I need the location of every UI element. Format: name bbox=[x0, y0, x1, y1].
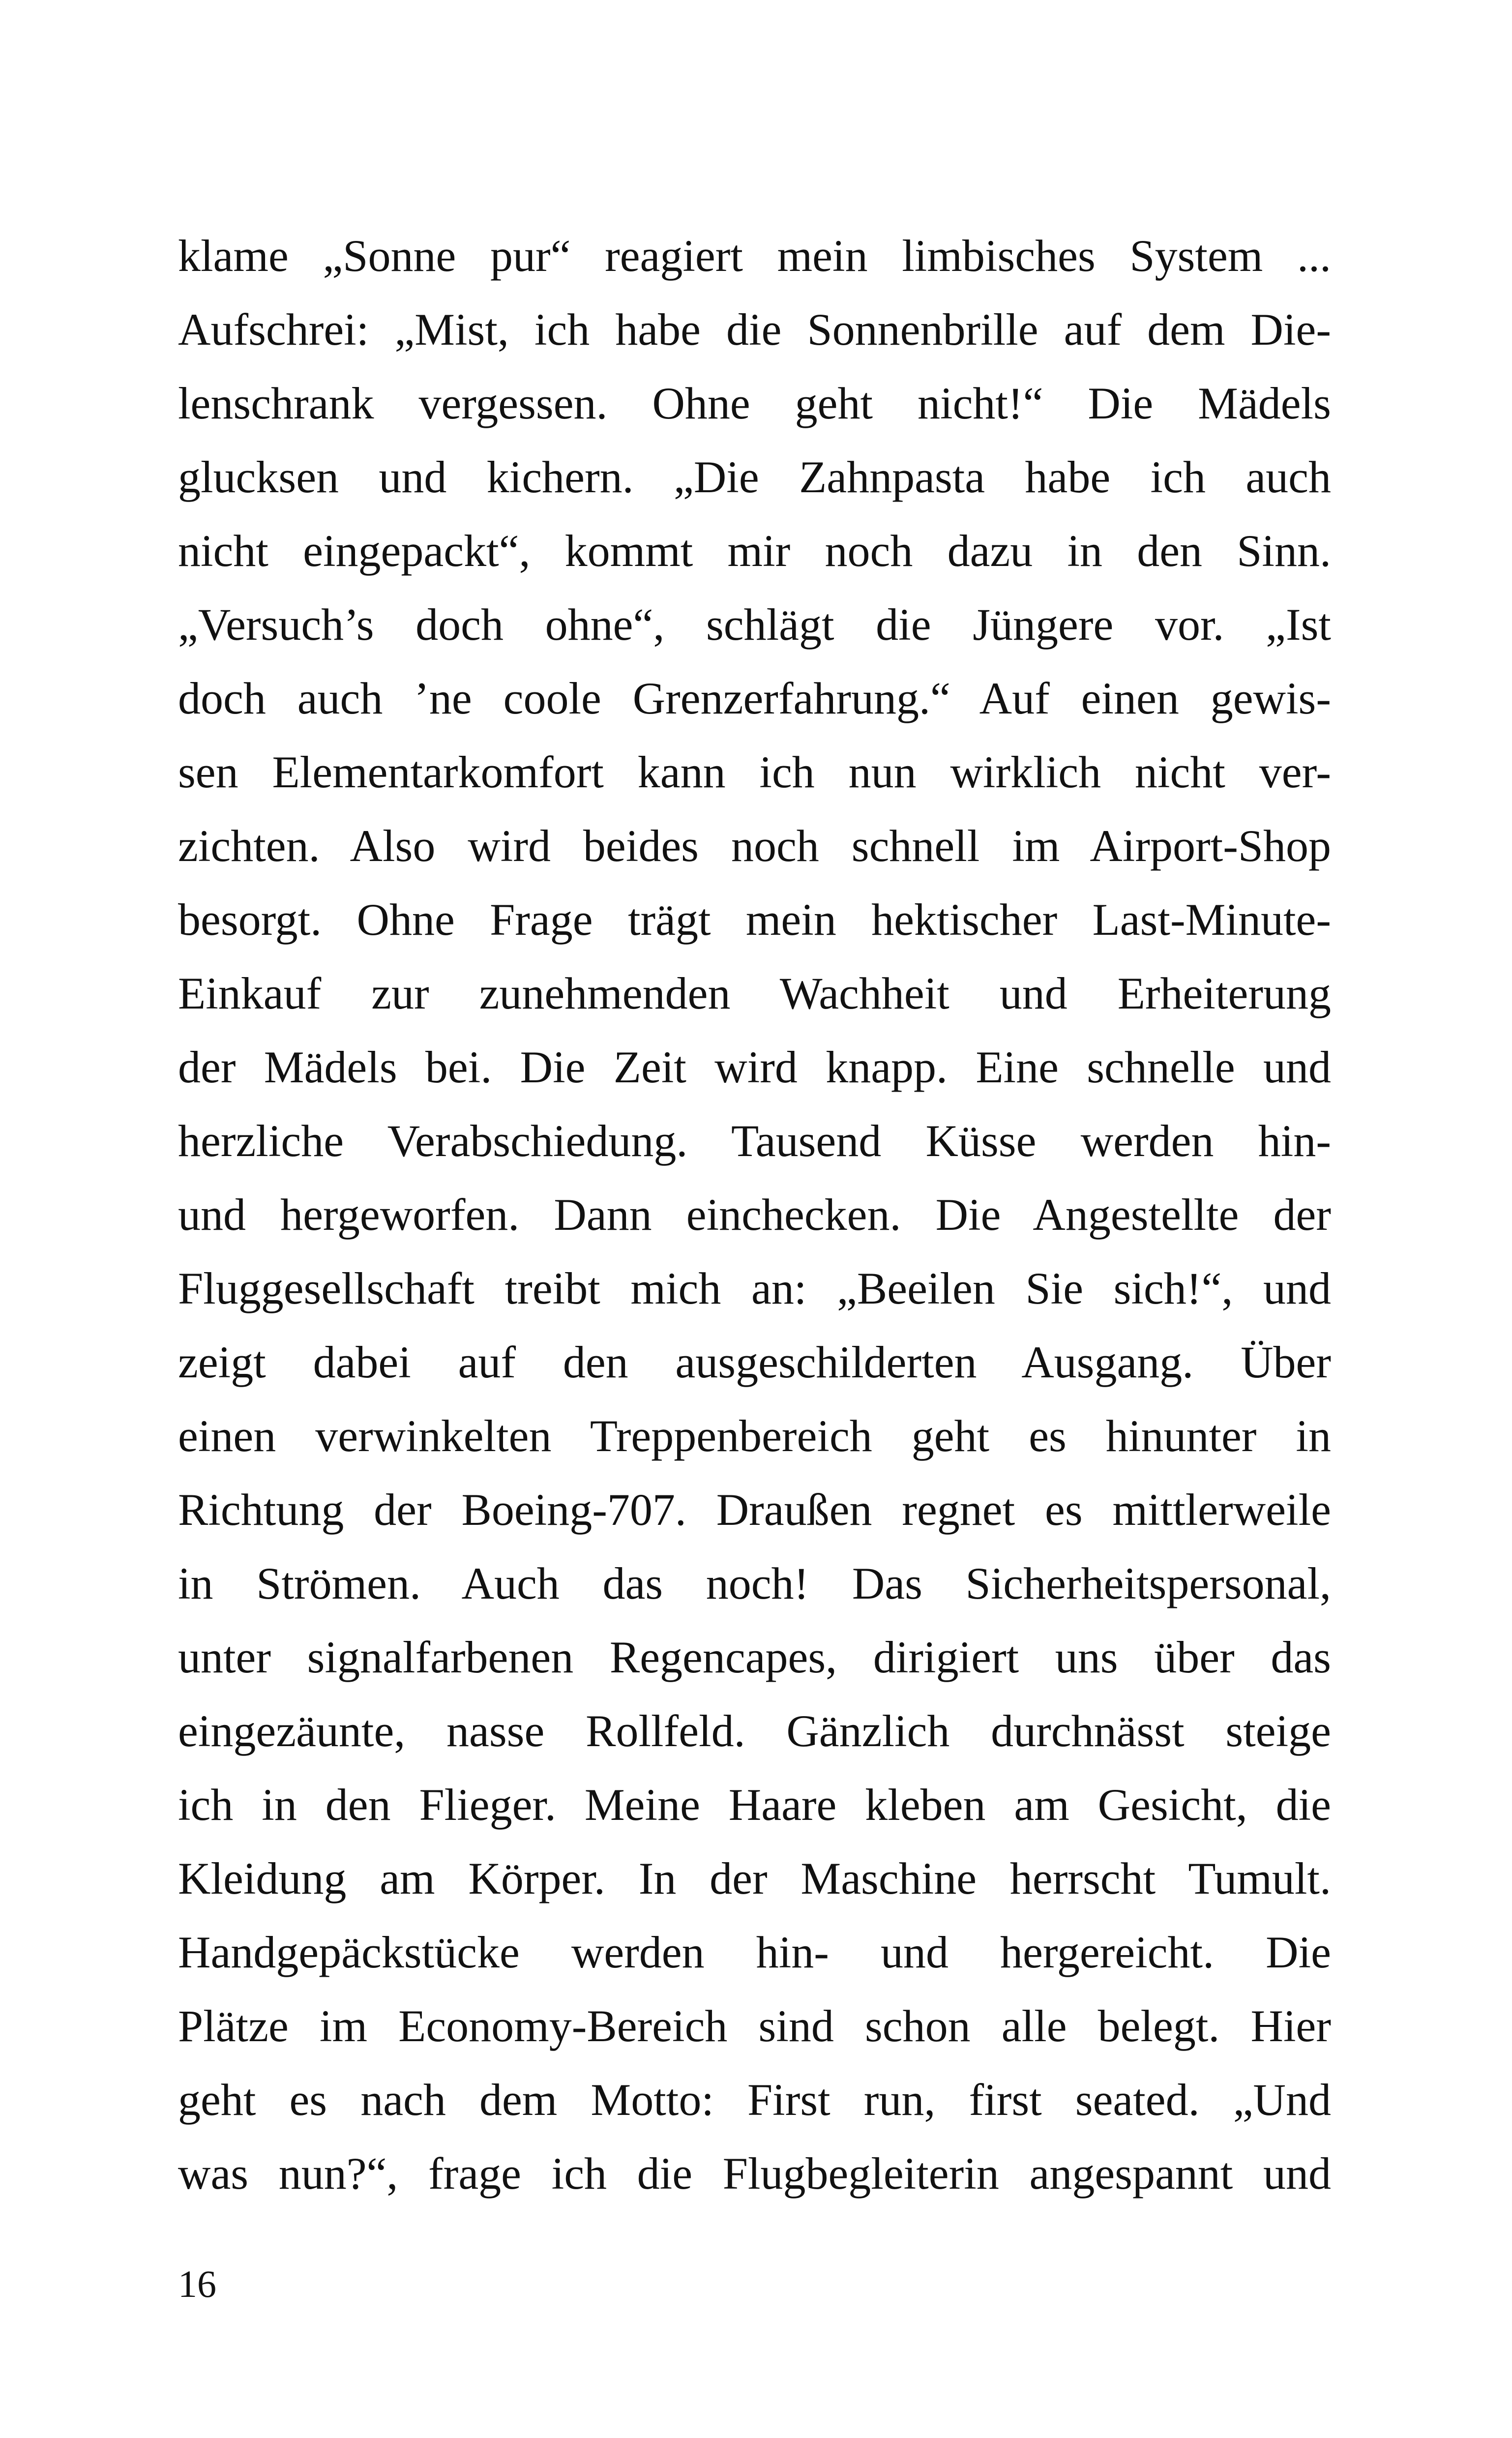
text-line: besorgt. Ohne Frage trägt mein hektischer Last-Minute- bbox=[178, 894, 1331, 945]
text-line: Aufschrei: „Mist, ich habe die Sonnenbrille auf dem Die- bbox=[178, 304, 1331, 355]
text-line: nicht eingepackt“, kommt mir noch dazu in den Sinn. bbox=[178, 526, 1331, 576]
text-line: einen verwinkelten Treppenbereich geht es hinunter in bbox=[178, 1411, 1331, 1461]
text-line: Plätze im Economy-Bereich sind schon alle belegt. Hier bbox=[178, 2001, 1331, 2051]
text-line: Handgepäckstücke werden hin- und hergereicht. Die bbox=[178, 1927, 1331, 1977]
text-line: Kleidung am Körper. In der Maschine herrscht Tumult. bbox=[178, 1853, 1331, 1903]
text-line: eingezäunte, nasse Rollfeld. Gänzlich durchnässt steige bbox=[178, 1706, 1331, 1756]
text-line: was nun?“, frage ich die Flugbegleiterin angespannt und bbox=[178, 2148, 1331, 2199]
text-line: doch auch ’ne coole Grenzerfahrung.“ Auf einen gewis- bbox=[178, 673, 1331, 723]
text-line: Richtung der Boeing-707. Draußen regnet es mittlerweile bbox=[178, 1485, 1331, 1535]
text-line: der Mädels bei. Die Zeit wird knapp. Eine schnelle und bbox=[178, 1042, 1331, 1092]
body-text bbox=[178, 219, 1331, 2210]
text-line: Fluggesellschaft treibt mich an: „Beeilen Sie sich!“, und bbox=[178, 1263, 1331, 1313]
text-line: und hergeworfen. Dann einchecken. Die Angestellte der bbox=[178, 1189, 1331, 1240]
text-line: herzliche Verabschiedung. Tausend Küsse werden hin- bbox=[178, 1116, 1331, 1166]
text-line: „Versuch’s doch ohne“, schlägt die Jüngere vor. „Ist bbox=[178, 599, 1331, 650]
text-line: klame „Sonne pur“ reagiert mein limbisches System ... bbox=[178, 231, 1331, 281]
text-line: sen Elementarkomfort kann ich nun wirklich nicht ver- bbox=[178, 747, 1331, 797]
text-line: ich in den Flieger. Meine Haare kleben am Gesicht, die bbox=[178, 1780, 1331, 1830]
text-line: lenschrank vergessen. Ohne geht nicht!“ Die Mädels bbox=[178, 378, 1331, 428]
text-line: zichten. Also wird beides noch schnell im Airport-Shop bbox=[178, 821, 1331, 871]
text-line: geht es nach dem Motto: First run, first seated. „Und bbox=[178, 2075, 1331, 2125]
text-line: in Strömen. Auch das noch! Das Sicherheitspersonal, bbox=[178, 1558, 1331, 1608]
page-number: 16 bbox=[178, 2262, 216, 2305]
text-line: zeigt dabei auf den ausgeschilderten Ausgang. Über bbox=[178, 1337, 1331, 1387]
text-line: Einkauf zur zunehmenden Wachheit und Erheiterung bbox=[178, 968, 1331, 1018]
text-line: glucksen und kichern. „Die Zahnpasta habe ich auch bbox=[178, 452, 1331, 502]
text-line: unter signalfarbenen Regencapes, dirigiert uns über das bbox=[178, 1632, 1331, 1682]
